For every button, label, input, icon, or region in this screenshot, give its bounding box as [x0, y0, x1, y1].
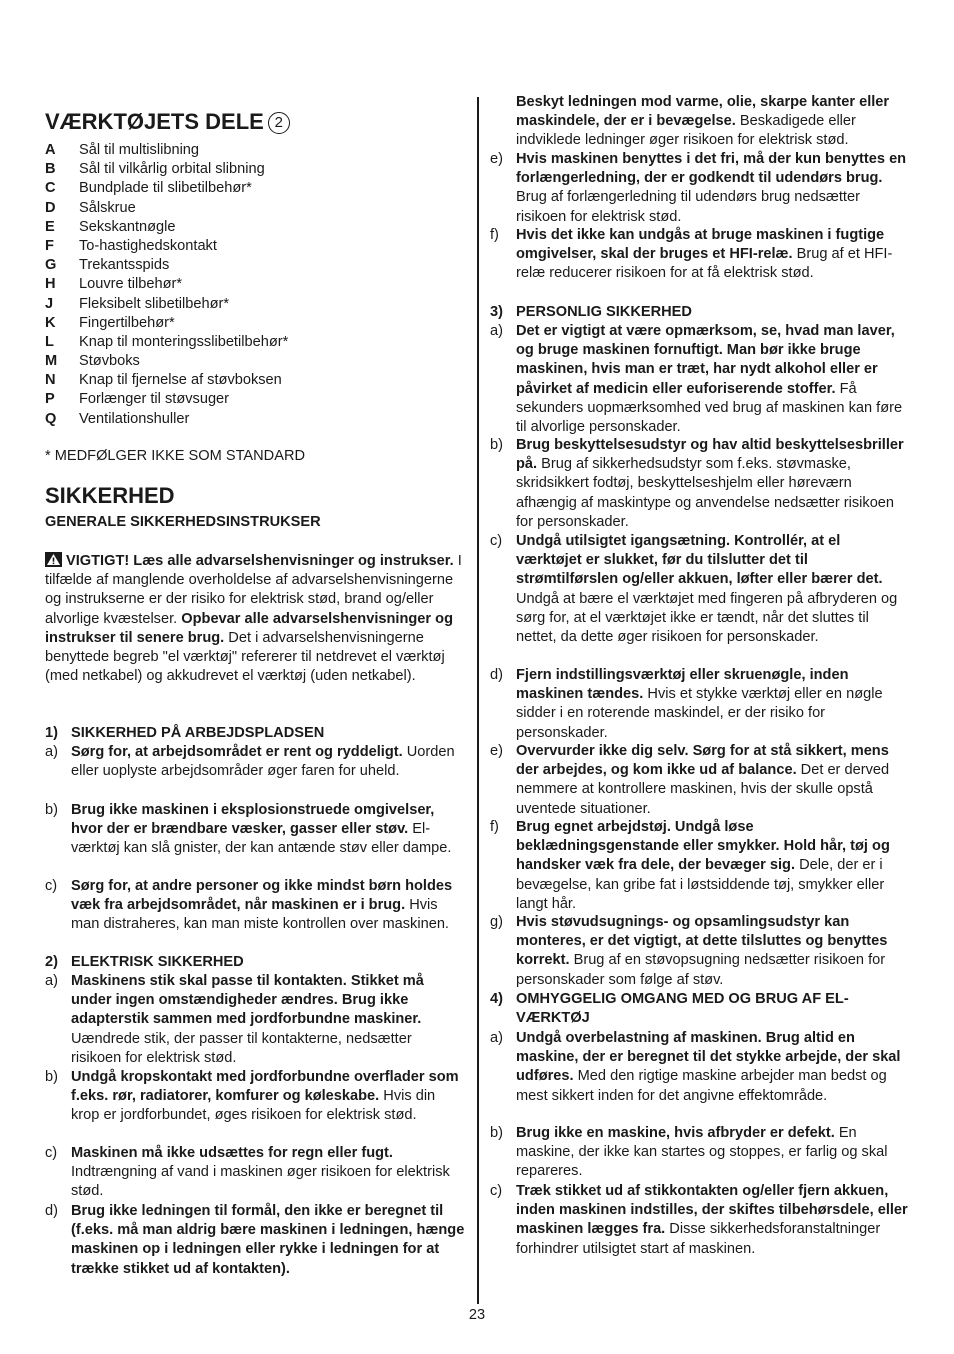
list-item: d) Brug ikke ledningen til formål, den ikke er beregnet til (f.eks. må man aldrig bære maskinen i ledningen, hænge maskinen op i ledningen eller rykke i ledningen for at trække stikket ud af kontakten). — [45, 1203, 465, 1277]
page-number: 23 — [468, 1307, 486, 1323]
warning-paragraph: VIGTIGT! Læs alle advarselshenvisninger og instrukser. I tilfælde af manglende overholdelse af advarselshenvisningerne og instrukserne er der risiko for elektrisk stød, brand og/eller alvorlige kvæstelser. Opbevar alle advarselshenvisninger og instrukser til senere brug. Det i advarselshenvisningerne benyttede begreb "el værktøj" refererer til netdrevet el værktøj (med netkabel) og akkudrevet el værktøj (uden netkabel). — [45, 553, 462, 685]
safety-subtitle: GENERALE SIKKERHEDSINSTRUKSER — [45, 514, 321, 530]
list-item: P Forlænger til støvsuger — [45, 391, 230, 408]
list-item: b) Brug beskyttelsesudstyr og hav altid beskyttelsesbriller på. Brug af sikkerhedsudstyr som f.eks. støvmaske, skridsikkert fodtøj, beskyttelseshjelm eller høreværn afhængig af maskintype og anvendelse nedsætter risikoen for personskader. — [490, 437, 904, 530]
list-item: c) Træk stikket ud af stikkontakten og/eller fjern akkuen, inden maskinen indstilles, der skiftes tilbehørsdele, eller maskinen lægges fra. Disse sikkerhedsforanstaltninger forhindrer utilsigtet start af maskinen. — [490, 1183, 908, 1257]
section-heading: 2) ELEKTRISK SIKKERHED — [45, 954, 244, 970]
parts-list — [45, 141, 288, 429]
list-item: Q Ventilationshuller — [45, 410, 190, 427]
warning-icon — [45, 552, 62, 567]
list-item: e) Hvis maskinen benyttes i det fri, må der kun benyttes en forlængerledning, der er godkendt til udendørs brug. Brug af forlængerledning til udendørs brug nedsætter risikoen for elektrisk stød. — [490, 151, 907, 225]
list-item: M Støvboks — [45, 353, 140, 370]
list-item: d) Fjern indstillingsværktøj eller skruenøgle, inden maskinen tændes. Hvis et stykke værktøj eller en nøgle sidder i en roterende maskindel, er der risiko for personskader. — [490, 667, 883, 741]
list-item: c) Sørg for, at andre personer og ikke mindst børn holdes væk fra arbejdsområdet, når maskinen er i brug. Hvis man distraheres, kan man miste kontrollen over maskinen. — [45, 878, 453, 933]
list-item: f) Hvis det ikke kan undgås at bruge maskinen i fugtige omgivelser, skal der bruges et HFI-relæ. Brug af et HFI-relæ reducerer risikoen for at få elektrisk stød. — [490, 227, 893, 282]
list-item: a) Det er vigtigt at være opmærksom, se, hvad man laver, og bruge maskinen fornuftigt. Man bør ikke bruge maskinen, hvis man er træt, har nydt alkohol eller er påvirket af medicin eller euforiserende stoffer. Få sekunders uopmærksomhed ved brug af maskinen kan føre til alvorlige personskader. — [490, 323, 903, 436]
list-item: L Knap til monteringsslibetilbehør* — [45, 333, 289, 350]
safety-title: SIKKERHED — [45, 483, 175, 508]
list-item: G Trekantsspids — [45, 257, 170, 274]
list-item: b) Brug ikke en maskine, hvis afbryder er defekt. En maskine, der ikke kan startes og stoppes, er farlig og skal repareres. — [490, 1125, 888, 1180]
list-item: e) Overvurder ikke dig selv. Sørg for at stå sikkert, mens der arbejdes, og kom ikke ud af balance. Det er derved nemmere at kontrollere maskinen, hvis der skulle opstå uventede situationer. — [490, 743, 890, 817]
section-heading: 3) PERSONLIG SIKKERHED — [490, 304, 692, 320]
list-item: C Bundplade til slibetilbehør* — [45, 180, 252, 197]
list-item: a) Undgå overbelastning af maskinen. Brug altid en maskine, der er beregnet til det stykke arbejde, der skal udføres. Med den rigtige maskine arbejder man bedst og mest sikkert inden for det angivne effektområde. — [490, 1030, 901, 1104]
section-heading: 4) OMHYGGELIG OMGANG MED OG BRUG AF EL-VÆRKTØJ — [490, 991, 849, 1027]
list-item: J Fleksibelt slibetilbehør* — [45, 295, 230, 312]
list-item: a) Maskinens stik skal passe til kontakten. Stikket må under ingen omstændigheder ændres. Brug ikke adapterstik sammen med jordforbundne maskiner. Uændrede stik, der passer til kontakterne, nedsætter risikoen for elektrisk stød. — [45, 973, 424, 1066]
column-divider — [477, 97, 479, 1304]
section-heading: 1) SIKKERHED PÅ ARBEJDSPLADSEN — [45, 725, 325, 741]
list-item: g) Hvis støvudsugnings- og opsamlingsudstyr kan monteres, er det vigtigt, at dette tilsluttes og benyttes korrekt. Brug af en støvopsugning nedsætter risikoen for personskader som følge af støv. — [490, 914, 888, 988]
list-item: a) Sørg for, at arbejdsområdet er rent og ryddeligt. Uorden eller uoplyste arbejdsområder øger faren for uheld. — [45, 744, 455, 780]
list-item: A Sål til multislibning — [45, 142, 200, 158]
list-item: b) Undgå kropskontakt med jordforbundne overflader som f.eks. rør, radiatorer, komfurer og køleskabe. Hvis din krop er jordforbundet, øges risikoen for elektrisk stød. — [45, 1069, 459, 1124]
list-item: b) Brug ikke maskinen i eksplosionstruede omgivelser, hvor der er brændbare væsker, gasser eller støv. El-værktøj kan slå gnister, der kan antænde støv eller dampe. — [45, 802, 452, 857]
list-item-continued: Beskyt ledningen mod varme, olie, skarpe kanter eller maskindele, der er i bevægelse. Beskadigede eller indviklede ledninger øger risikoen for elektrisk stød. — [516, 94, 890, 149]
list-item: F To-hastighedskontakt — [45, 237, 217, 254]
list-item: N Knap til fjernelse af støvboksen — [45, 372, 282, 389]
parts-footnote: * MEDFØLGER IKKE SOM STANDARD — [45, 448, 306, 464]
list-item: c) Maskinen må ikke udsættes for regn eller fugt. Indtrængning af vand i maskinen øger risikoen for elektrisk stød. — [45, 1145, 450, 1200]
parts-section-title: VÆRKTØJETS DELE 2 — [45, 109, 290, 135]
list-item: B Sål til vilkårlig orbital slibning — [45, 161, 265, 178]
list-item: D Sålskrue — [45, 199, 136, 216]
figure-ref-badge: 2 — [268, 112, 290, 134]
list-item: c) Undgå utilsigtet igangsætning. Kontrollér, at el værktøjet er slukket, før du tilslutter det til strømtilførslen og/eller akkuen, løfter eller bærer det. Undgå at bære el værktøjet med fingeren på afbryderen og sørg for, at el værktøjet ikke er tændt, når det sluttes til nettet, da dette øger risikoen for personskader. — [490, 533, 898, 646]
list-item: H Louvre tilbehør* — [45, 276, 183, 293]
list-item: f) Brug egnet arbejdstøj. Undgå løse beklædningsgenstande eller smykker. Hold hår, tøj og handsker væk fra dele, der bevæger sig. Dele, der er i bevægelse, kan gribe fat i løstsiddende tøj, smykker eller langt hår. — [490, 819, 890, 912]
list-item: K Fingertilbehør* — [45, 314, 175, 331]
list-item: E Sekskantnøgle — [45, 218, 176, 235]
